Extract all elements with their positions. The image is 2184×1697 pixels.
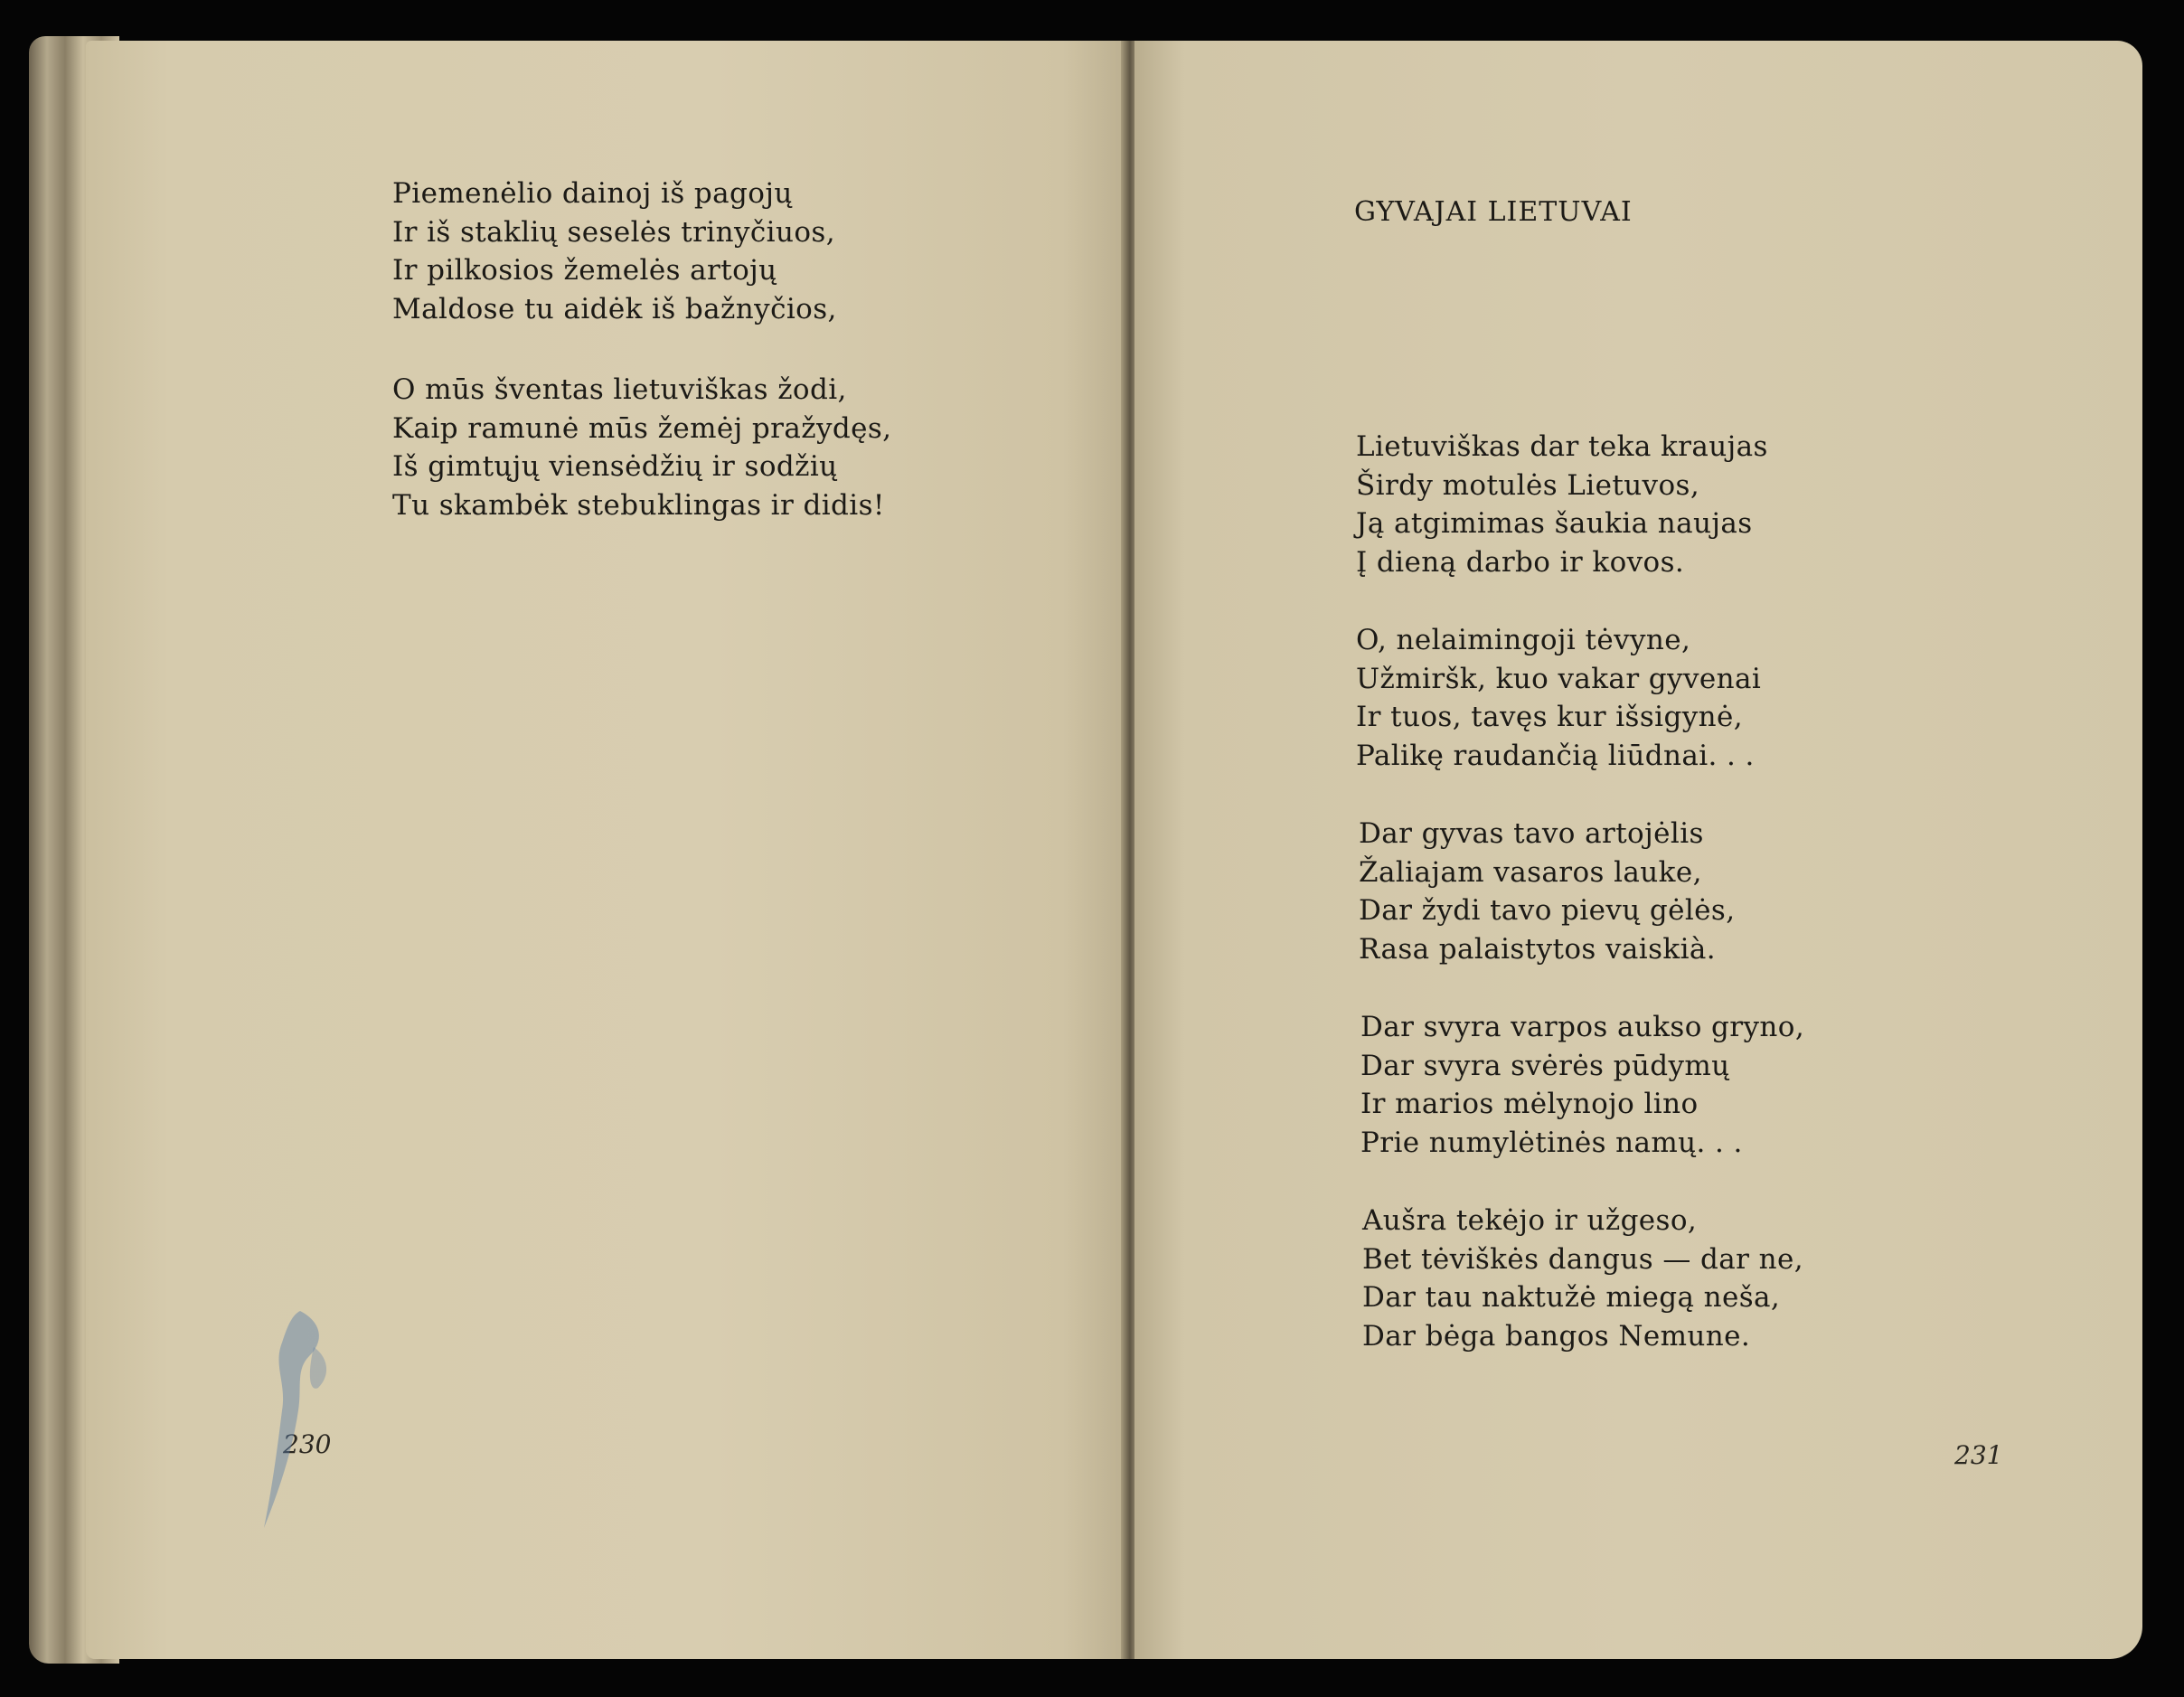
poem-line: Ir marios mėlynojo lino (1360, 1088, 1699, 1120)
poem-line: Maldose tu aidėk iš bažnyčios, (392, 292, 837, 325)
page-number-left: 230 (283, 1429, 332, 1459)
right-stanza-3 (1359, 815, 1736, 968)
left-page (86, 41, 1125, 1659)
ink-stain (246, 1302, 354, 1537)
poem-title: GYVAJAI LIETUVAI (1354, 196, 1633, 228)
poem-line: Dar bėga bangos Nemune. (1362, 1319, 1751, 1353)
poem-line: Ir iš staklių seselės trinyčiuos, (392, 215, 835, 249)
poem-line: Dar svyra varpos aukso gryno, (1360, 1011, 1805, 1043)
poem-line: Į dieną darbo ir kovos. (1356, 545, 1685, 579)
poem-line: Lietuviškas dar teka kraujas (1356, 430, 1768, 463)
poem-line: Ją atgimimas šaukia naujas (1356, 507, 1753, 540)
poem-line: Aušra tekėjo ir užgeso, (1362, 1204, 1698, 1237)
right-stanza-2 (1356, 621, 1761, 775)
page-number-right: 231 (1954, 1440, 2003, 1470)
right-page (1134, 41, 2142, 1659)
right-stanza-1 (1356, 428, 1768, 581)
poem-line: Tu skambėk stebuklingas ir didis! (392, 488, 885, 522)
left-stanza-1 (392, 174, 837, 328)
poem-line: Bet tėviškės dangus — dar ne, (1362, 1242, 1803, 1276)
poem-line: Palikę raudančią liūdnai. . . (1356, 739, 1755, 772)
poem-line: Iš gimtųjų viensėdžių ir sodžių (392, 450, 838, 483)
poem-line: Prie numylėtinės namų. . . (1360, 1126, 1743, 1159)
poem-line: Dar tau naktužė miegą neša, (1362, 1281, 1781, 1314)
right-stanza-5 (1362, 1202, 1803, 1355)
right-stanza-4 (1360, 1008, 1804, 1162)
poem-line: O, nelaimingoji tėvyne, (1356, 624, 1691, 656)
poem-line: Kaip ramunė mūs žemėj pražydęs, (392, 411, 892, 445)
left-stanza-2 (392, 371, 891, 524)
poem-line: Širdy motulės Lietuvos, (1356, 468, 1700, 502)
poem-line: Dar svyra svėrės pūdymų (1360, 1049, 1730, 1082)
poem-line: Dar gyvas tavo artojėlis (1359, 817, 1704, 850)
poem-line: Piemenėlio dainoj iš pagojų (392, 177, 793, 210)
poem-line: Ir pilkosios žemelės artojų (392, 254, 777, 287)
poem-line: Dar žydi tavo pievų gėlės, (1359, 894, 1736, 927)
poem-line: Rasa palaistytos vaiskià. (1359, 932, 1717, 966)
poem-line: Ir tuos, tavęs kur išsigynė, (1356, 701, 1743, 733)
poem-line: Užmiršk, kuo vakar gyvenai (1356, 662, 1762, 695)
poem-line: O mūs šventas lietuviškas žodi, (392, 373, 847, 406)
poem-line: Žaliajam vasaros lauke, (1359, 855, 1702, 889)
